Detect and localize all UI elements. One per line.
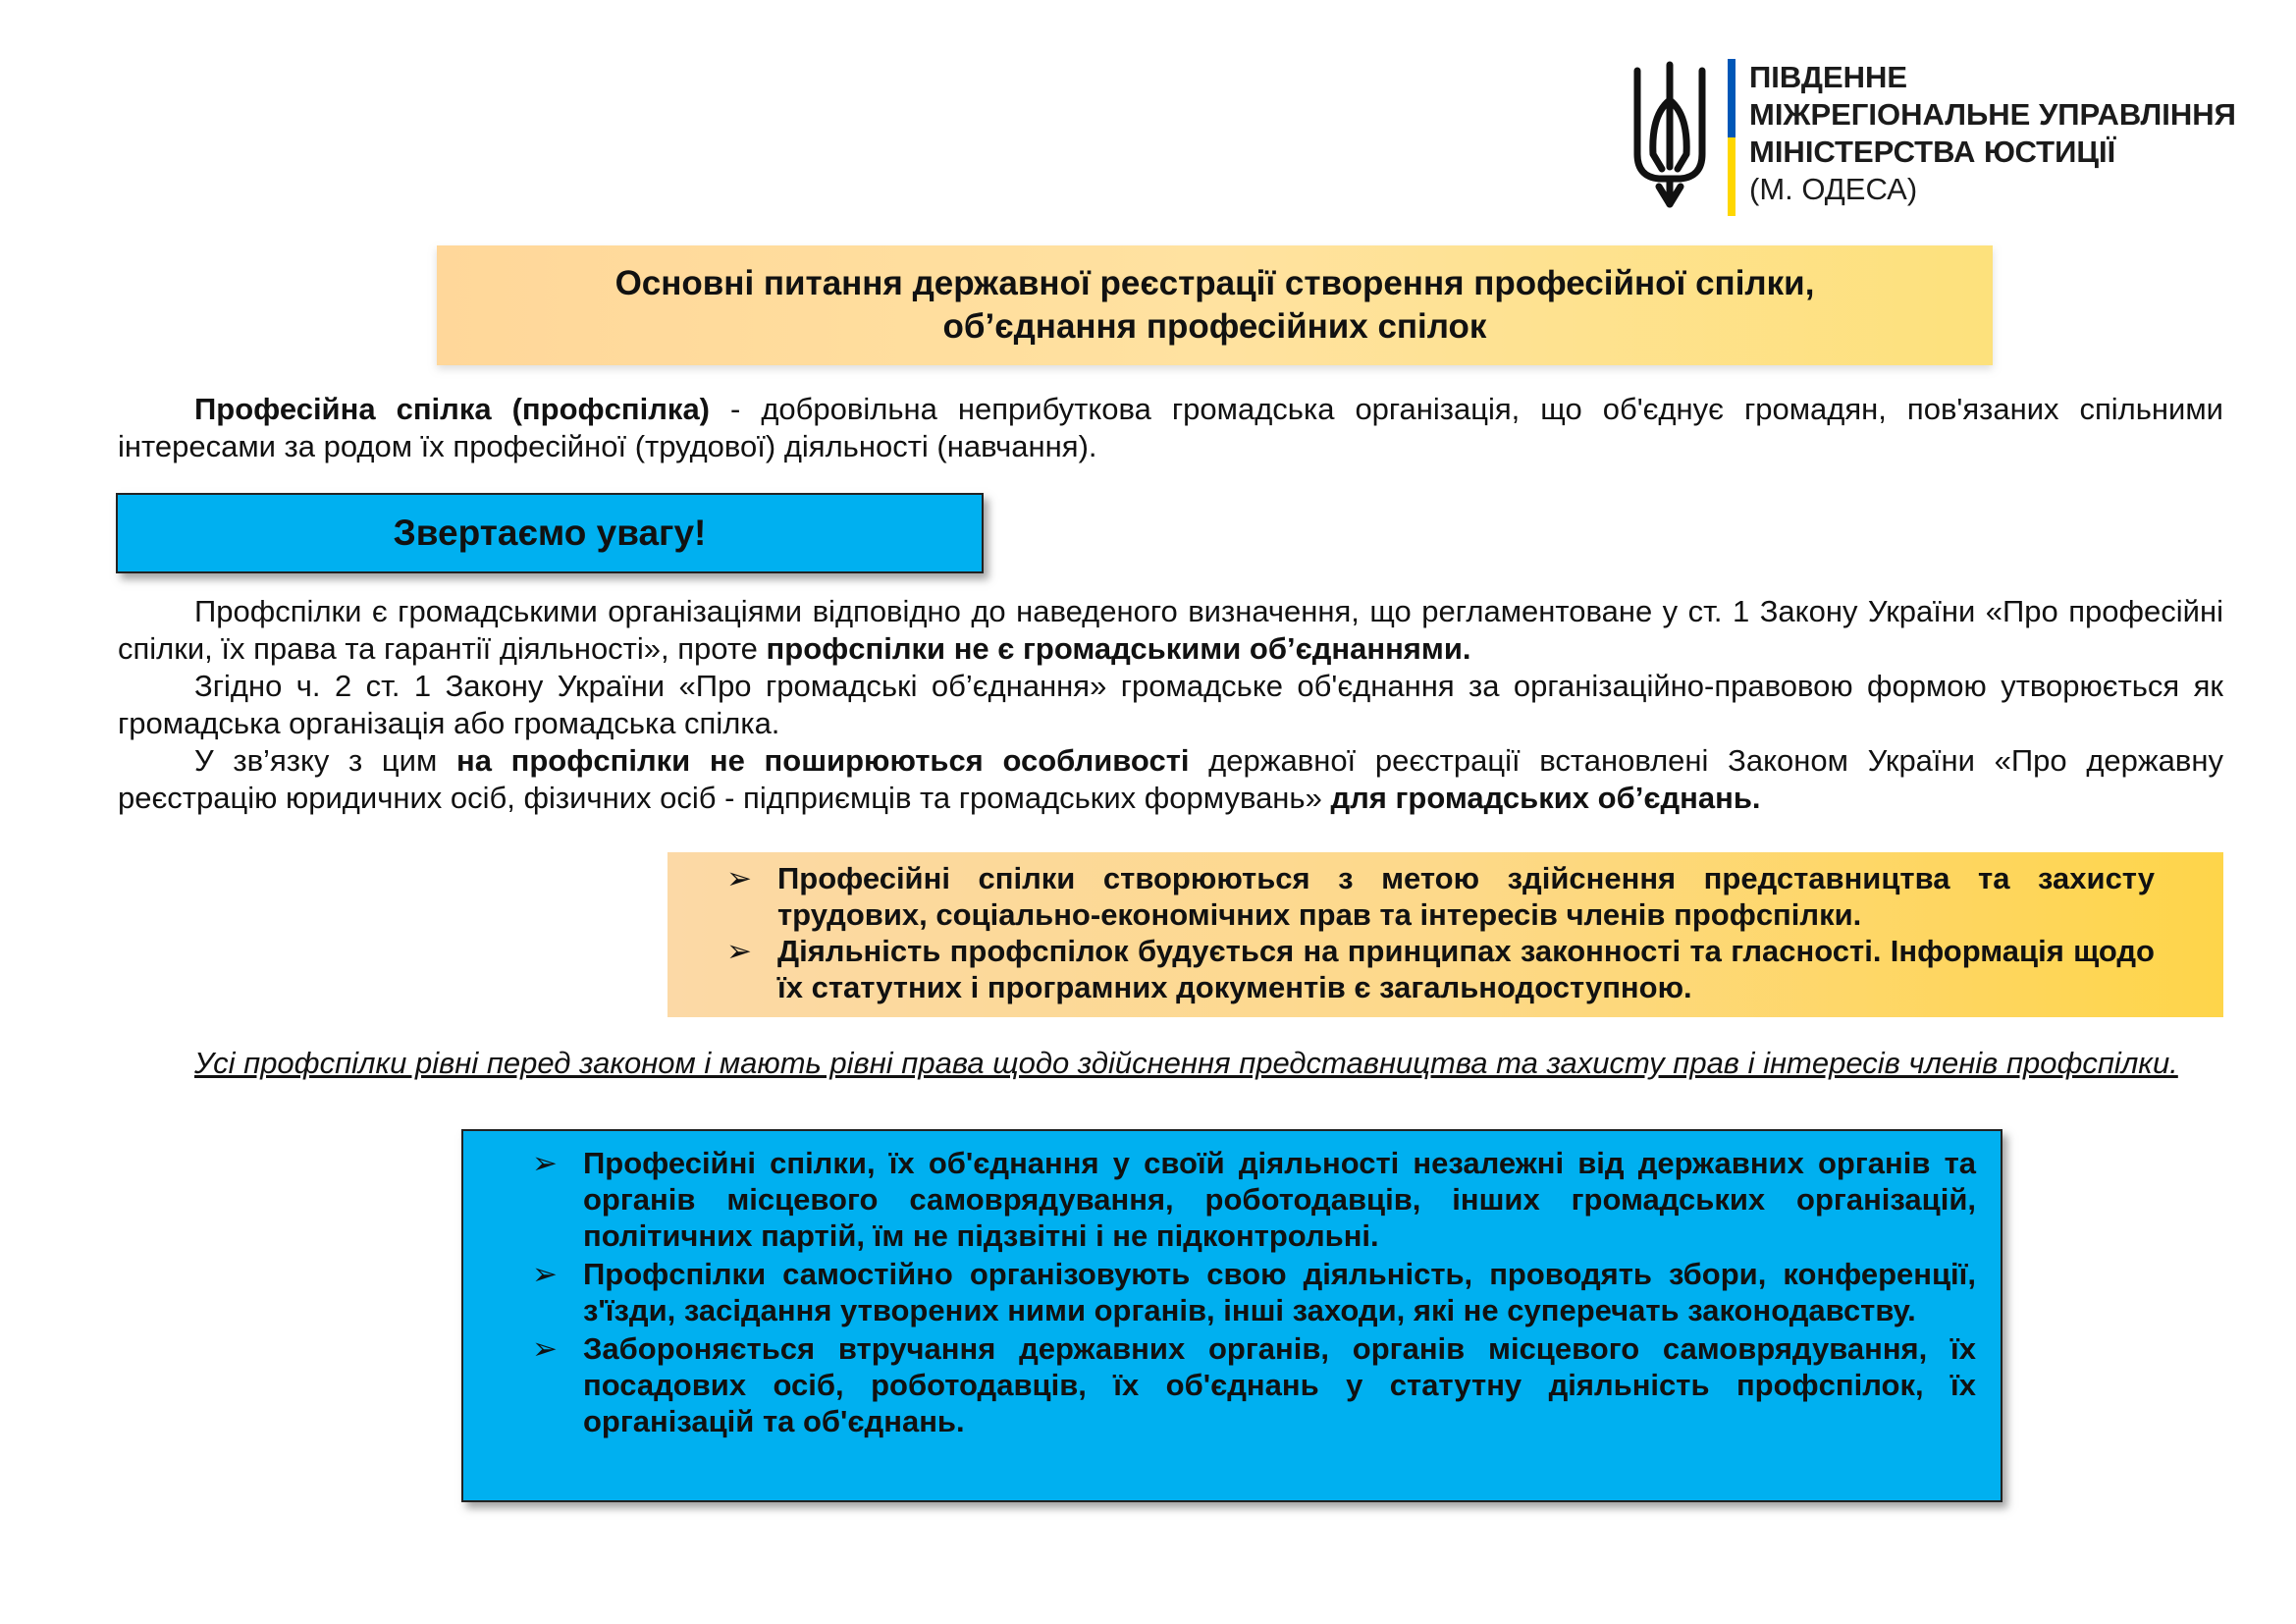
arrow-bullet-icon: ➢ (532, 1257, 558, 1291)
trident-emblem-icon (1629, 61, 1710, 208)
paragraph-2-text: Згідно ч. 2 ст. 1 Закону України «Про громадські об’єднання» громадське об'єднання за організаційно-правовою формою утворюється як громадська організація або громадська спілка. (118, 669, 2223, 740)
list-item (726, 860, 2155, 933)
paragraph-1 (118, 593, 2223, 668)
org-line-2: МІЖРЕГІОНАЛЬНЕ УПРАВЛІННЯ (1749, 97, 2236, 132)
list-item-text: Професійні спілки, їх об'єднання у своїй діяльності незалежні від державних органів та органів місцевого самоврядування, роботодавців, інших громадських організацій, політичних партій, їм не підзвітні і не підконтрольні. (583, 1146, 1976, 1253)
equality-note: Усі профспілки рівні перед законом і мають рівні права щодо здійснення представництва та захисту прав і інтересів членів профспілки. (194, 1046, 2178, 1080)
purpose-bullet-list (726, 860, 2155, 1005)
independence-box (461, 1129, 2002, 1502)
arrow-bullet-icon: ➢ (532, 1146, 558, 1180)
definition-term: Професійна спілка (профспілка) (194, 392, 711, 426)
flag-stripe (1728, 59, 1735, 216)
organization-name (1749, 59, 2236, 208)
paragraph-3-text-1: У зв’язку з цим (194, 743, 456, 778)
list-item (726, 933, 2155, 1005)
paragraph-2 (118, 668, 2223, 742)
list-item (532, 1330, 1976, 1439)
paragraph-3-text-2: державної реєстрації встановлені Законом України «Про державну реєстрацію юридичних осіб, фізичних осіб - підприємців та громадських формувань» (118, 743, 2223, 815)
attention-banner (116, 493, 984, 573)
list-item (532, 1256, 1976, 1328)
attention-label: Звертаємо увагу! (393, 513, 707, 553)
definition-text: - добровільна неприбуткова громадська організація, що об'єднує громадян, пов'язаних спільними інтересами за родом їх професійної (трудової) діяльності (навчання). (118, 392, 2223, 463)
paragraph-1-bold: профспілки не є громадськими об’єднаннями. (766, 631, 1471, 666)
org-line-1: ПІВДЕННЕ (1749, 60, 1908, 94)
arrow-bullet-icon: ➢ (726, 934, 752, 968)
list-item-text: Профспілки самостійно організовують свою діяльність, проводять збори, конференції, з'їзди, засідання утворених ними органів, інші заходи, які не суперечать законодавству. (583, 1257, 1976, 1327)
paragraph-1-text: Профспілки є громадськими організаціями відповідно до наведеного визначення, що регламентоване у ст. 1 Закону України «Про професійні спілки, їх права та гарантії діяльності», проте (118, 594, 2223, 666)
purpose-principles-box (667, 852, 2223, 1017)
paragraph-3-bold-2: для громадських об’єднань. (1330, 781, 1761, 815)
arrow-bullet-icon: ➢ (532, 1331, 558, 1366)
title-line-2: об’єднання професійних спілок (942, 307, 1487, 346)
org-line-4: (М. ОДЕСА) (1749, 172, 1918, 206)
definition-paragraph (118, 391, 2223, 465)
list-item-text: Забороняється втручання державних органів, органів місцевого самоврядування, їх посадових осіб, роботодавців, їх об'єднань у статутну діяльність профспілок, їх організацій та об'єднань. (583, 1331, 1976, 1438)
list-item-text: Професійні спілки створюються з метою здійснення представництва та захисту трудових, соціально-економічних прав та інтересів членів профспілки. (777, 861, 2155, 932)
title-line-1: Основні питання державної реєстрації створення професійної спілки, (614, 264, 1815, 302)
org-line-3: МІНІСТЕРСТВА ЮСТИЦІЇ (1749, 135, 2116, 169)
list-item-text: Діяльність профспілок будується на принципах законності та гласності. Інформація щодо їх статутних і програмних документів є загальнодоступною. (777, 934, 2155, 1004)
paragraph-3 (118, 742, 2223, 817)
independence-bullet-list (532, 1145, 1976, 1439)
arrow-bullet-icon: ➢ (726, 861, 752, 895)
paragraph-3-bold-1: на профспілки не поширюються особливості (456, 743, 1190, 778)
list-item (532, 1145, 1976, 1254)
page-title (437, 245, 1993, 365)
